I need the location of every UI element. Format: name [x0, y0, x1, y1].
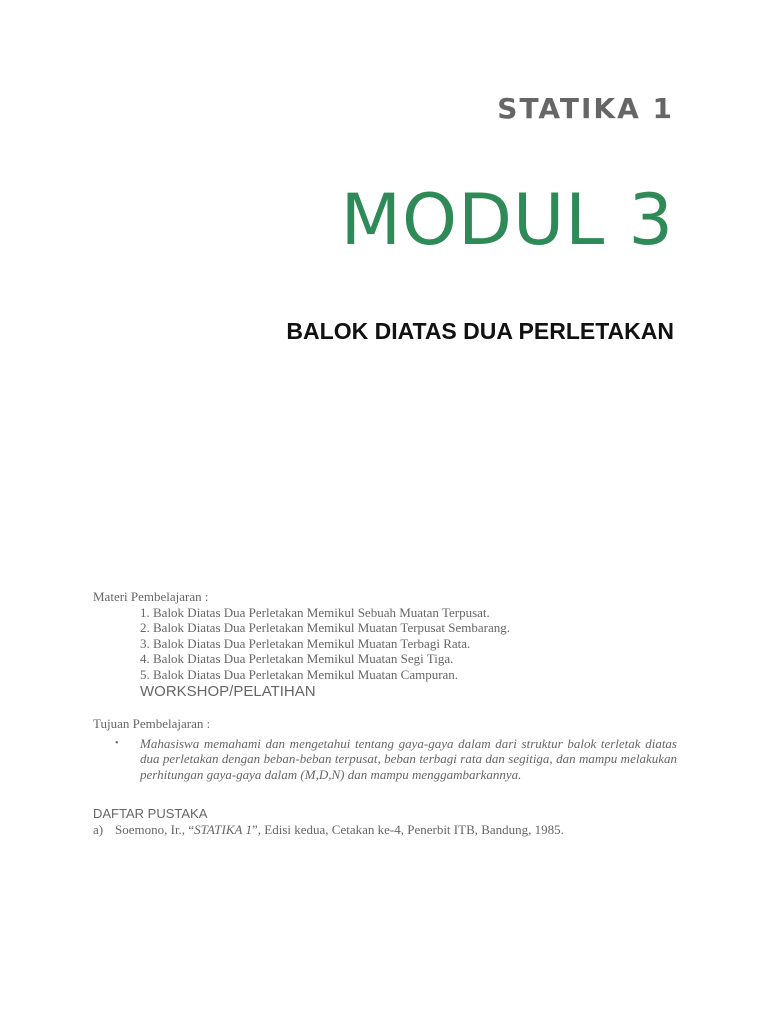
reference-author: Soemono, Ir., “	[115, 821, 195, 837]
materi-list	[93, 605, 677, 683]
module-title: MODUL 3	[340, 179, 674, 261]
tujuan-bullet-item	[93, 736, 677, 783]
materi-label: Materi Pembelajaran :	[93, 589, 209, 604]
reference-item	[93, 822, 677, 838]
reference-details: ”, Edisi kedua, Cetakan ke-4, Penerbit ITB, Bandung, 1985.	[252, 821, 564, 837]
bullet-icon: •	[115, 737, 119, 749]
list-item: 3. Balok Diatas Dua Perletakan Memikul Muatan Terbagi Rata.	[140, 635, 471, 651]
daftar-pustaka-label: DAFTAR PUSTAKA	[93, 806, 208, 821]
module-subtitle: BALOK DIATAS DUA PERLETAKAN	[286, 318, 674, 344]
reference-text	[115, 822, 564, 838]
tujuan-label: Tujuan Pembelajaran :	[93, 716, 211, 731]
content-body	[93, 589, 677, 837]
list-item: 5. Balok Diatas Dua Perletakan Memikul Muatan Campuran.	[140, 666, 459, 682]
reference-letter: a)	[93, 821, 104, 837]
workshop-heading: WORKSHOP/PELATIHAN	[140, 683, 316, 700]
tujuan-text: Mahasiswa memahami dan mengetahui tentang gaya-gaya dalam dari struktur balok terletak diatas dua perletakan dengan beban-beban terpusat, beban terbagi rata dan segitiga, dan mampu melakukan perhitungan gaya-gaya dalam (M,D,N) dan mampu menggambarkannya.	[140, 735, 677, 782]
list-item: 2. Balok Diatas Dua Perletakan Memikul Muatan Terpusat Sembarang.	[140, 620, 510, 635]
course-title: STATIKA 1	[497, 92, 674, 125]
list-item: 4. Balok Diatas Dua Perletakan Memikul Muatan Segi Tiga.	[140, 651, 454, 666]
reference-book-title: STATIKA 1	[194, 821, 252, 837]
list-item: 1. Balok Diatas Dua Perletakan Memikul Sebuah Muatan Terpusat.	[140, 604, 490, 620]
